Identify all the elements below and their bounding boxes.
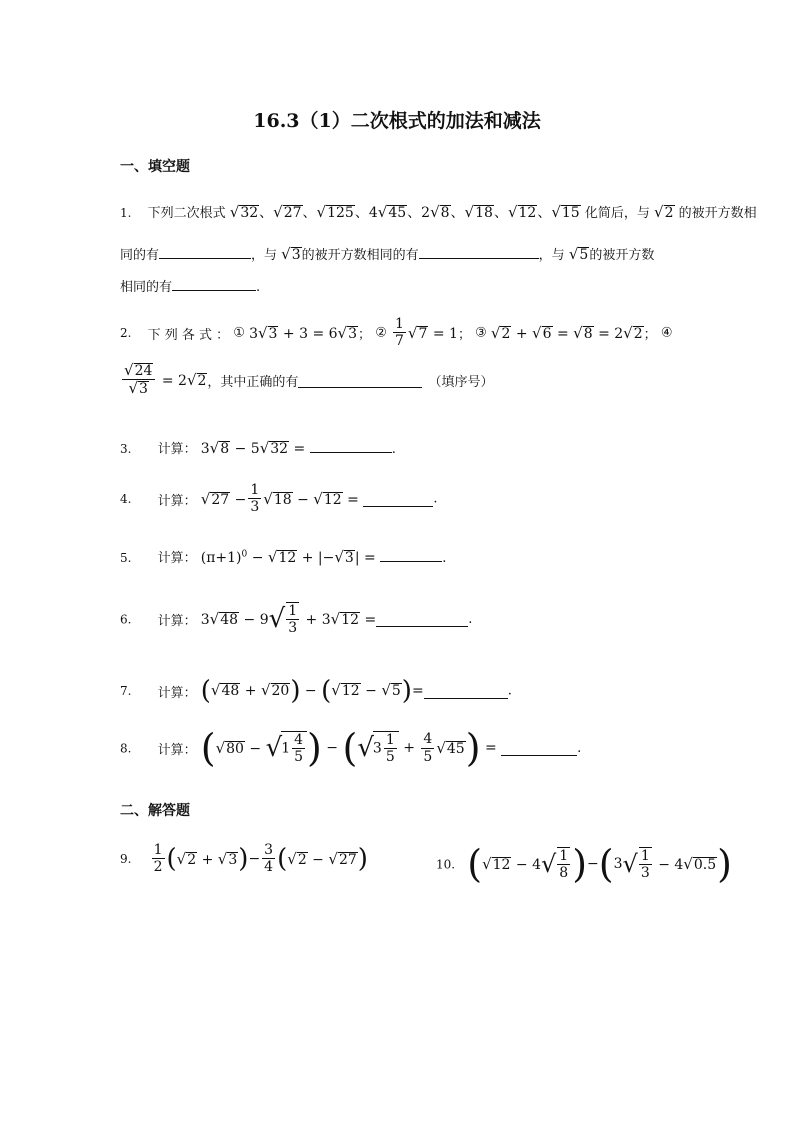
text: ，与 bbox=[538, 248, 565, 263]
text: . bbox=[507, 683, 512, 699]
question-number: 3. bbox=[120, 442, 132, 456]
text: ，与 bbox=[251, 248, 278, 263]
question-5 bbox=[120, 547, 446, 566]
text: . bbox=[468, 612, 473, 628]
question-number: 4. bbox=[120, 492, 132, 507]
math-expr: (√80 − √1 $\frac{4}{5}$ ) − (√3 $\frac{1}{5}$ + $\frac{4}{5}$ √45) = bbox=[200, 726, 502, 770]
question-10 bbox=[436, 842, 732, 886]
answer-blank[interactable] bbox=[419, 244, 539, 259]
question-8 bbox=[120, 726, 581, 770]
question-number: 5. bbox=[120, 551, 132, 565]
question-number: 10. bbox=[436, 857, 456, 872]
math-expr: √2 bbox=[654, 203, 674, 221]
text: 计算： bbox=[157, 493, 197, 509]
choice-marker: ② bbox=[375, 325, 387, 341]
answer-blank[interactable] bbox=[363, 492, 433, 507]
text: 计算： bbox=[157, 685, 197, 701]
answer-blank[interactable] bbox=[172, 276, 256, 291]
math-expr: √5 bbox=[568, 245, 589, 263]
math-expr: $\frac{1}{7}$ √7 = 1 bbox=[394, 316, 458, 350]
text: . bbox=[442, 551, 447, 566]
separator: ； bbox=[358, 327, 372, 343]
question-1-line-1 bbox=[120, 202, 757, 222]
math-expr: $\frac{√24}{√3}$ = 2√2 bbox=[124, 361, 207, 398]
math-expr: $\frac{1}{2}$ (√2 + √3)− $\frac{3}{4}$ (√2 − √27) bbox=[153, 842, 368, 876]
text: . bbox=[577, 741, 582, 756]
text: 的被开方数相同的有 bbox=[301, 248, 419, 263]
question-2-line-2 bbox=[120, 362, 493, 398]
math-expr: 3√48 − 9√ $\frac{1}{3}$ + 3√12 = bbox=[200, 603, 377, 637]
text: 的被开方数相 bbox=[678, 206, 757, 221]
answer-blank[interactable] bbox=[310, 438, 392, 453]
math-expr: (√12 − 4√ $\frac{1}{8}$ )−(3√ $\frac{1}{3}$ − 4√0.5) bbox=[467, 842, 732, 886]
answer-blank[interactable] bbox=[298, 373, 422, 388]
text: . bbox=[391, 442, 396, 457]
question-number: 8. bbox=[120, 741, 132, 756]
answer-blank[interactable] bbox=[380, 547, 442, 562]
choice-marker: ① bbox=[233, 325, 245, 341]
math-expr: √3 bbox=[281, 245, 301, 263]
math-expr: √27 − $\frac{1}{3}$ √18 − √12 = bbox=[200, 482, 364, 516]
question-4 bbox=[120, 482, 437, 515]
math-expr: √2 + √6 = √8 = 2√2 bbox=[490, 324, 643, 343]
text: 同的有 bbox=[120, 248, 160, 263]
choice-marker: ④ bbox=[660, 325, 673, 341]
math-expr: (√48 + √20) − (√12 − √5)= bbox=[200, 676, 424, 706]
text: 下列二次根式 bbox=[147, 206, 226, 221]
text: 的被开方数 bbox=[589, 248, 655, 263]
answer-blank[interactable] bbox=[159, 244, 251, 259]
text: 化简后，与 bbox=[584, 206, 650, 221]
question-6 bbox=[120, 602, 472, 636]
question-2-line-1 bbox=[120, 316, 672, 349]
separator: ； bbox=[643, 327, 657, 343]
question-1-line-2 bbox=[120, 244, 654, 263]
answer-blank[interactable] bbox=[424, 684, 508, 699]
radical-list: √32、√27、√125、4√45、2√8、√18、√12、√15 bbox=[229, 203, 580, 221]
text: 下 列 各 式 ： bbox=[147, 327, 230, 343]
text: 计算： bbox=[157, 743, 197, 758]
section-fill-blank: 一、填空题 bbox=[120, 159, 190, 175]
answer-blank[interactable] bbox=[376, 612, 468, 627]
choice-marker: ③ bbox=[475, 325, 487, 341]
answer-blank[interactable] bbox=[501, 741, 577, 756]
text: 计算： bbox=[157, 614, 197, 630]
text: 计算： bbox=[157, 551, 197, 566]
question-9 bbox=[120, 842, 368, 875]
question-7 bbox=[120, 676, 512, 706]
question-number: 9. bbox=[120, 852, 132, 867]
math-expr: $(\pi+1)^0 - √12 + |-√3|$ = bbox=[200, 548, 381, 566]
separator: ； bbox=[457, 327, 471, 343]
text: . bbox=[433, 491, 438, 507]
math-expr: 3√3 + 3 = 6√3 bbox=[249, 324, 358, 343]
text: ，其中正确的有 bbox=[207, 374, 299, 390]
question-number: 2. bbox=[120, 326, 132, 341]
question-number: 6. bbox=[120, 612, 132, 627]
text: （填序号） bbox=[428, 374, 494, 390]
question-number: 1. bbox=[120, 206, 132, 220]
text: 计算： bbox=[157, 442, 197, 457]
question-1-line-3 bbox=[120, 276, 260, 295]
question-number: 7. bbox=[120, 684, 132, 698]
text: . bbox=[256, 280, 261, 295]
text: 相同的有 bbox=[120, 280, 173, 295]
question-3 bbox=[120, 438, 396, 457]
page-title: 16.3（1）二次根式的加法和减法 bbox=[253, 110, 541, 132]
section-solve: 二、解答题 bbox=[120, 803, 190, 819]
math-expr: 3√8 − 5√32 = bbox=[200, 439, 310, 457]
